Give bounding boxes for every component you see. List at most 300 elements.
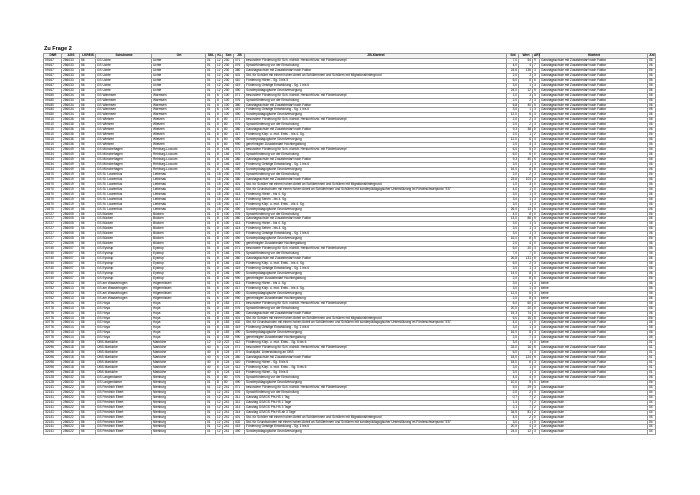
cell-kl: 12 bbox=[217, 67, 221, 72]
cell-art: 3 bbox=[533, 93, 540, 98]
cell-anl: 06 bbox=[648, 326, 656, 331]
cell-lkreis: 56 bbox=[80, 371, 96, 376]
cell-sch: 100 bbox=[223, 98, 234, 103]
cell-anl: 06 bbox=[648, 222, 656, 227]
cell-skl: 01 bbox=[206, 266, 216, 271]
cell-schulname: OBS Marklohe bbox=[96, 361, 152, 366]
cell-schulname: GS Eystrup bbox=[96, 262, 152, 267]
cell-agsnr: 256036 bbox=[62, 118, 80, 123]
cell-agsnr: 256005 bbox=[62, 222, 80, 227]
cell-zb: 990 bbox=[234, 276, 245, 281]
cell-arttext: Ganztagsschule mit Zusatzbedarf nach Faktor bbox=[540, 321, 648, 326]
cell-std: 3,0 bbox=[507, 281, 519, 286]
cell-lkreis: 56 bbox=[80, 128, 96, 133]
cell-ort: Nienburg bbox=[152, 410, 206, 415]
cell-wert: 1 bbox=[519, 162, 533, 167]
cell-agsnr: 256033 bbox=[62, 83, 80, 88]
cell-ort: Nienburg bbox=[152, 420, 206, 425]
cell-art: 0 bbox=[533, 366, 540, 371]
cell-skl: 01 bbox=[206, 158, 216, 163]
cell-wert: 3 bbox=[519, 182, 533, 187]
cell-kl: 15 bbox=[217, 196, 221, 201]
cell-zbtext: Sonderpädagogische Grundversorgung bbox=[245, 271, 507, 276]
cell-zbtext: Sonderpädagogische Grundversorgung bbox=[245, 207, 507, 212]
cell-lkreis: 56 bbox=[80, 326, 96, 331]
cell-ort: Marklohe bbox=[152, 356, 206, 361]
cell-std: 2,0 bbox=[507, 133, 519, 138]
cell-zb: 990 bbox=[234, 336, 245, 341]
cell-schulname: GS Hoya bbox=[96, 331, 152, 336]
cell-dnr: 32141 bbox=[44, 420, 62, 425]
cell-lkreis: 56 bbox=[80, 212, 96, 217]
cell-sch: 100 bbox=[223, 113, 234, 118]
cell-wert: 6 bbox=[519, 138, 533, 143]
cell-lkreis: 56 bbox=[80, 162, 96, 167]
cell-ort: Eystrup bbox=[152, 262, 206, 267]
cell-agsnr: 256034 bbox=[62, 113, 80, 118]
cell-wert: 1 bbox=[519, 133, 533, 138]
cell-anl: 06 bbox=[648, 128, 656, 133]
cell-lkreis: 56 bbox=[80, 143, 96, 148]
cell-schulname: GS am Wasserbogen bbox=[96, 286, 152, 291]
cell-arttext: Ganztagsschule mit Zusatzbedarf nach Faktor bbox=[540, 98, 648, 103]
cell-schulname: GS Münchehagen bbox=[96, 158, 152, 163]
cell-schulname: GS Münchehagen bbox=[96, 162, 152, 167]
cell-sch: 153 bbox=[223, 316, 234, 321]
cell-arttext: Ganztagsschule mit Zusatzbedarf nach Faktor bbox=[540, 326, 648, 331]
cell-wert: 2 bbox=[519, 98, 533, 103]
cell-wert: 1 bbox=[519, 222, 533, 227]
cell-wert: 6 bbox=[519, 361, 533, 366]
cell-std: 2,0 bbox=[507, 172, 519, 177]
cell-dnr: 30752 bbox=[44, 281, 62, 286]
cell-schulname: GS Warmsen bbox=[96, 93, 152, 98]
cell-agsnr: 256018 bbox=[62, 371, 80, 376]
cell-arttext: Ganztagsschule bbox=[540, 395, 648, 400]
cell-dnr: 30727 bbox=[44, 242, 62, 247]
cell-std: 12,0 bbox=[507, 291, 519, 296]
cell-wert: 1 bbox=[519, 366, 533, 371]
cell-zb: 990 bbox=[234, 143, 245, 148]
cell-skl: 01 bbox=[206, 400, 216, 405]
cell-dnr: 09234 bbox=[44, 158, 62, 163]
cell-ort: Wietzen bbox=[152, 123, 206, 128]
cell-zb: 490 bbox=[234, 88, 245, 93]
cell-kl: 15 bbox=[217, 206, 221, 211]
cell-zb: 415 bbox=[234, 262, 245, 267]
cell-sch: 100 bbox=[223, 291, 234, 296]
cell-schulname: OBS Marklohe bbox=[96, 371, 152, 376]
cell-zbtext: Förderung Körp. u. mot. Entw. - Sg. 5 bis 6 bbox=[245, 341, 507, 346]
cell-std: 1,0 bbox=[507, 93, 519, 98]
cell-lkreis: 56 bbox=[80, 227, 96, 232]
cell-zb: 402 bbox=[234, 420, 245, 425]
cell-agsnr: 256036 bbox=[62, 143, 80, 148]
cell-agsnr: 256018 bbox=[62, 356, 80, 361]
cell-dnr: 09210 bbox=[44, 138, 62, 143]
cell-skl: 01 bbox=[206, 123, 216, 128]
cell-skl: 01 bbox=[206, 227, 216, 232]
cell-skl: 01 bbox=[206, 172, 216, 177]
cell-std: 4,0 bbox=[507, 212, 519, 217]
cell-skl: 12 bbox=[206, 341, 216, 346]
cell-wert: 1 bbox=[519, 187, 533, 192]
cell-std: 3,0 bbox=[507, 286, 519, 291]
cell-kl: 6 bbox=[216, 98, 223, 103]
cell-dnr: 32096 bbox=[44, 341, 62, 346]
cell-skl: 01 bbox=[206, 380, 216, 385]
cell-lkreis: 56 bbox=[80, 306, 96, 311]
cell-zb: 380 bbox=[234, 103, 245, 108]
cell-dnr: 09210 bbox=[44, 123, 62, 128]
cell-agsnr: 256019 bbox=[62, 177, 80, 182]
cell-dnr: 09167 bbox=[44, 58, 62, 63]
cell-zb: 410 bbox=[234, 78, 245, 83]
cell-lkreis: 56 bbox=[80, 252, 96, 257]
cell-art: 3 bbox=[533, 247, 540, 252]
cell-art: 3 bbox=[533, 202, 540, 207]
cell-lkreis: 56 bbox=[80, 311, 96, 316]
cell-agsnr: 256019 bbox=[62, 207, 80, 212]
cell-lkreis: 56 bbox=[80, 361, 96, 366]
cell-lkreis: 56 bbox=[80, 242, 96, 247]
cell-agsnr: 256034 bbox=[62, 93, 80, 98]
cell-schulname: GS Wietzen bbox=[96, 123, 152, 128]
cell-ort: Liebenau bbox=[152, 202, 206, 207]
cell-anl: 06 bbox=[648, 296, 656, 301]
cell-lkreis: 56 bbox=[80, 276, 96, 281]
cell-ort: Liebenau bbox=[152, 197, 206, 202]
cell-sch: 241 bbox=[223, 385, 234, 390]
cell-anl: 06 bbox=[648, 167, 656, 172]
cell-anl: 06 bbox=[648, 237, 656, 242]
column-header-agsnr: AGS bbox=[62, 54, 80, 59]
cell-arttext: Ganztagsschule mit Zusatzbedarf nach Faktor bbox=[540, 197, 648, 202]
cell-art: 0 bbox=[533, 306, 540, 311]
cell-art: 0 bbox=[533, 187, 540, 192]
cell-schulname: GS Hoya bbox=[96, 301, 152, 306]
cell-wert: 1 bbox=[519, 108, 533, 113]
cell-agsnr: 256013 bbox=[62, 296, 80, 301]
cell-std: 34,6 bbox=[507, 410, 519, 415]
cell-lkreis: 56 bbox=[80, 58, 96, 63]
cell-lkreis: 56 bbox=[80, 420, 96, 425]
cell-lkreis: 56 bbox=[80, 78, 96, 83]
cell-lkreis: 56 bbox=[80, 316, 96, 321]
cell-anl: 04 bbox=[648, 385, 656, 390]
cell-schulname: GS Bücken bbox=[96, 237, 152, 242]
cell-kl: 6 bbox=[216, 371, 223, 376]
cell-dnr: 32128 bbox=[44, 380, 62, 385]
cell-sch: 124 bbox=[223, 366, 234, 371]
cell-zb: 490 bbox=[234, 291, 245, 296]
cell-anl: 01 bbox=[648, 356, 656, 361]
cell-skl: 01 bbox=[206, 276, 216, 281]
cell-kl: 8 bbox=[216, 266, 223, 271]
cell-kl: 6 bbox=[216, 118, 223, 123]
cell-ort: Hilgermissen bbox=[152, 296, 206, 301]
cell-art: 5 bbox=[533, 316, 540, 321]
cell-kl: 6 bbox=[216, 361, 223, 366]
cell-arttext: keine bbox=[540, 380, 648, 385]
cell-kl: 10 bbox=[217, 340, 221, 345]
cell-dnr: 09234 bbox=[44, 167, 62, 172]
cell-sch: 230 bbox=[223, 192, 234, 197]
cell-agsnr: 256019 bbox=[62, 197, 80, 202]
cell-kl: 15 bbox=[217, 176, 221, 181]
cell-art: 0 bbox=[533, 341, 540, 346]
cell-wert: 6 bbox=[519, 153, 533, 158]
cell-agsnr: 256007 bbox=[62, 257, 80, 262]
cell-std: 1,4 bbox=[507, 400, 519, 405]
cell-skl: 01 bbox=[206, 177, 216, 182]
cell-zb: 414 bbox=[234, 197, 245, 202]
cell-kl: 8 bbox=[216, 336, 223, 341]
cell-dnr: 24570 bbox=[44, 182, 62, 187]
column-header-ort: Ort bbox=[152, 54, 206, 59]
cell-sch: 241 bbox=[223, 430, 234, 435]
cell-skl: 01 bbox=[206, 237, 216, 242]
data-table bbox=[43, 53, 656, 435]
cell-agsnr: 256018 bbox=[62, 351, 80, 356]
cell-ort: Hoya bbox=[152, 301, 206, 306]
cell-sch: 146 bbox=[223, 266, 234, 271]
cell-skl: 01 bbox=[206, 98, 216, 103]
cell-agsnr: 256034 bbox=[62, 108, 80, 113]
column-header-art: ART bbox=[534, 53, 541, 57]
cell-anl: 01 bbox=[648, 361, 656, 366]
cell-agsnr: 256018 bbox=[62, 366, 80, 371]
cell-art: 5 bbox=[533, 356, 540, 361]
cell-sch: 230 bbox=[223, 202, 234, 207]
cell-zbtext: Sprachförderung vor der Einschulung bbox=[245, 153, 507, 158]
cell-sch: 100 bbox=[223, 212, 234, 217]
cell-zbtext: Std. für Schüler mit einem hohen Anteil an Schülerinnen und Schülern mit Migrationshintergrund bbox=[245, 73, 507, 78]
cell-zb: 076 bbox=[234, 375, 245, 380]
cell-ort: Liebenau bbox=[152, 207, 206, 212]
cell-schulname: GS St. Laurentius bbox=[96, 182, 152, 187]
cell-zbtext: Std. für Grundschulen mit einem hohen Anteil an Schülerinnen und Schülern mit sonderpädagogischer Unterstützung im Förderschwerpunkt "ES" bbox=[245, 321, 507, 326]
cell-schulname: GS Wietzen bbox=[96, 128, 152, 133]
cell-std: 2,0 bbox=[507, 73, 519, 78]
cell-sch: 124 bbox=[223, 346, 234, 351]
cell-std: 6,0 bbox=[507, 247, 519, 252]
cell-arttext: Ganztagsschule mit Zusatzbedarf nach Faktor bbox=[540, 346, 648, 351]
cell-dnr: 30776 bbox=[44, 311, 62, 316]
cell-art: 3 bbox=[533, 326, 540, 331]
cell-agsnr: 256022 bbox=[62, 385, 80, 390]
cell-sch: 80 bbox=[223, 375, 234, 380]
cell-agsnr: 256049 bbox=[62, 148, 80, 153]
cell-zbtext: besondere Förderung für Sch. nichtdt. Herkunft bzw. mit Förderkonzept bbox=[245, 118, 507, 123]
cell-schulname: GS Eystrup bbox=[96, 247, 152, 252]
cell-sch: 124 bbox=[223, 356, 234, 361]
cell-ort: Wietzen bbox=[152, 133, 206, 138]
cell-kl: 8 bbox=[216, 331, 223, 336]
cell-skl: 01 bbox=[206, 128, 216, 133]
cell-sch: 146 bbox=[223, 276, 234, 281]
cell-art: 3 bbox=[533, 123, 540, 128]
cell-wert: 1 bbox=[519, 266, 533, 271]
cell-anl: 06 bbox=[648, 380, 656, 385]
cell-anl: 06 bbox=[648, 108, 656, 113]
cell-schulname: OBS Marklohe bbox=[96, 366, 152, 371]
cell-sch: 100 bbox=[223, 237, 234, 242]
cell-arttext: Ganztagsschule mit Zusatzbedarf nach Faktor bbox=[540, 271, 648, 276]
cell-ort: Bücken bbox=[152, 242, 206, 247]
cell-zbtext: Ganztagsschule mit Zusatzbedarf nach Faktor bbox=[245, 177, 507, 182]
column-header-dnr: DNR bbox=[44, 54, 62, 59]
cell-agsnr: 256022 bbox=[62, 425, 80, 430]
cell-sch: 146 bbox=[223, 257, 234, 262]
cell-skl: 01 bbox=[206, 252, 216, 257]
cell-kl: 6 bbox=[216, 356, 223, 361]
cell-std: 3,0 bbox=[507, 366, 519, 371]
cell-kl: 8 bbox=[216, 262, 223, 267]
cell-skl: 01 bbox=[206, 217, 216, 222]
cell-zb: 076 bbox=[234, 123, 245, 128]
cell-wert: 8 bbox=[519, 276, 533, 281]
cell-ort: Uchte bbox=[152, 78, 206, 83]
cell-art: 3 bbox=[533, 192, 540, 197]
cell-schulname: GS Warmsen bbox=[96, 98, 152, 103]
cell-ort: Rehburg-Loccum bbox=[152, 148, 206, 153]
cell-anl: 04 bbox=[648, 400, 656, 405]
cell-kl: 12 bbox=[217, 389, 221, 394]
cell-anl: 04 bbox=[648, 390, 656, 395]
cell-ort: Eystrup bbox=[152, 271, 206, 276]
cell-arttext: Ganztagsschule mit Zusatzbedarf nach Faktor bbox=[540, 138, 648, 143]
cell-zbtext: Förderung Sehen - bis 4. Sg. bbox=[245, 197, 507, 202]
cell-dnr: 30752 bbox=[44, 296, 62, 301]
cell-schulname: GS Hoya bbox=[96, 316, 152, 321]
cell-zbtext: Förderung Körp. u. mot. Entw. - bis 4. Sg. bbox=[245, 133, 507, 138]
cell-skl: 01 bbox=[206, 316, 216, 321]
cell-zb: 071 bbox=[234, 247, 245, 252]
cell-arttext: Ganztagsschule mit Zusatzbedarf nach Faktor bbox=[540, 73, 648, 78]
cell-sch: 230 bbox=[223, 73, 234, 78]
cell-lkreis: 56 bbox=[80, 410, 96, 415]
cell-agsnr: 256018 bbox=[62, 361, 80, 366]
cell-zb: 419 bbox=[234, 108, 245, 113]
cell-zb: 419 bbox=[234, 425, 245, 430]
cell-skl: 01 bbox=[206, 430, 216, 435]
cell-ort: Nienburg bbox=[152, 425, 206, 430]
cell-skl: 01 bbox=[206, 395, 216, 400]
cell-std: 6,0 bbox=[507, 262, 519, 267]
cell-sch: 230 bbox=[223, 207, 234, 212]
cell-wert: 20 bbox=[519, 306, 533, 311]
cell-skl: 01 bbox=[206, 410, 216, 415]
cell-zbtext: genehmigter Zusatzbedarf Hochbegabung bbox=[245, 336, 507, 341]
cell-std: 15,3 bbox=[507, 311, 519, 316]
cell-dnr: 09167 bbox=[44, 63, 62, 68]
cell-anl: 06 bbox=[648, 217, 656, 222]
cell-anl: 06 bbox=[648, 212, 656, 217]
cell-ort: Warmsen bbox=[152, 113, 206, 118]
cell-sch: 230 bbox=[223, 68, 234, 73]
cell-dnr: 09210 bbox=[44, 128, 62, 133]
cell-zbtext: Ganztagsschule mit Zusatzbedarf nach Faktor bbox=[245, 103, 507, 108]
cell-anl: 06 bbox=[648, 257, 656, 262]
cell-zb: 401 bbox=[234, 182, 245, 187]
cell-skl: 01 bbox=[206, 306, 216, 311]
cell-arttext: Ganztagsschule mit Zusatzbedarf nach Faktor bbox=[540, 63, 648, 68]
cell-dnr: 30776 bbox=[44, 316, 62, 321]
cell-agsnr: 256022 bbox=[62, 430, 80, 435]
cell-kl: 8 bbox=[216, 276, 223, 281]
cell-zb: 417 bbox=[234, 202, 245, 207]
cell-anl: 06 bbox=[648, 68, 656, 73]
cell-anl: 06 bbox=[648, 276, 656, 281]
cell-wert: 3 bbox=[519, 73, 533, 78]
cell-skl: 01 bbox=[206, 331, 216, 336]
cell-zbtext: genehmigter Zusatzbedarf Hochbegabung bbox=[245, 276, 507, 281]
cell-arttext: Ganztagsschule mit Zusatzbedarf nach Faktor bbox=[540, 331, 648, 336]
cell-art: 6 bbox=[533, 78, 540, 83]
cell-sch: 100 bbox=[223, 93, 234, 98]
cell-anl: 06 bbox=[648, 83, 656, 88]
cell-wert: 8 bbox=[519, 271, 533, 276]
cell-dnr: 32141 bbox=[44, 405, 62, 410]
cell-zb: 071 bbox=[234, 118, 245, 123]
cell-zbtext: Förderung Sehen - bis 4. Sg. bbox=[245, 227, 507, 232]
cell-art: 5 bbox=[533, 257, 540, 262]
cell-wert: 2 bbox=[519, 172, 533, 177]
cell-kl: 15 bbox=[217, 191, 221, 196]
cell-ort: Uchte bbox=[152, 63, 206, 68]
cell-dnr: 24570 bbox=[44, 202, 62, 207]
cell-dnr: 32141 bbox=[44, 390, 62, 395]
cell-skl: 01 bbox=[206, 148, 216, 153]
cell-zbtext: Sonderpädagogische Grundversorgung bbox=[245, 138, 507, 143]
cell-zb: 412 bbox=[234, 341, 245, 346]
cell-anl: 06 bbox=[648, 148, 656, 153]
cell-skl: 01 bbox=[206, 405, 216, 410]
cell-kl: 6 bbox=[216, 113, 223, 118]
cell-lkreis: 56 bbox=[80, 341, 96, 346]
cell-anl: 06 bbox=[648, 207, 656, 212]
cell-zbtext: genehmigter Zusatzbedarf Hochbegabung bbox=[245, 242, 507, 247]
cell-art: 0 bbox=[533, 148, 540, 153]
cell-kl: 8 bbox=[216, 316, 223, 321]
cell-anl: 06 bbox=[648, 336, 656, 341]
cell-zbtext: Ganztagsschule mit Zusatzbedarf nach Faktor bbox=[245, 257, 507, 262]
cell-zbtext: Förderung Hören - Sg. 5 bis 6 bbox=[245, 361, 507, 366]
cell-arttext: Ganztagsschule mit Zusatzbedarf nach Faktor bbox=[540, 108, 648, 113]
cell-zb: 071 bbox=[234, 301, 245, 306]
cell-schulname: GS Hoya bbox=[96, 326, 152, 331]
cell-agsnr: 256014 bbox=[62, 301, 80, 306]
cell-lkreis: 56 bbox=[80, 351, 96, 356]
cell-anl: 06 bbox=[648, 252, 656, 257]
cell-agsnr: 256007 bbox=[62, 262, 80, 267]
cell-std: 2,0 bbox=[507, 390, 519, 395]
cell-lkreis: 56 bbox=[80, 266, 96, 271]
cell-wert: 1 bbox=[519, 420, 533, 425]
cell-std: 16,0 bbox=[507, 167, 519, 172]
cell-zbtext: Förderung Geistige Entwicklung - Sg. 1 bis 6 bbox=[245, 425, 507, 430]
cell-skl: 01 bbox=[206, 118, 216, 123]
cell-zb: 412 bbox=[234, 366, 245, 371]
cell-skl: 01 bbox=[206, 321, 216, 326]
cell-std: 9,3 bbox=[507, 158, 519, 163]
cell-agsnr: 256033 bbox=[62, 68, 80, 73]
cell-art: 3 bbox=[533, 371, 540, 376]
cell-zbtext: Förderung Körp. u. mot. Entw. - Sg. 5 bis 6 bbox=[245, 366, 507, 371]
cell-wert: 60 bbox=[519, 301, 533, 306]
cell-zb: 419 bbox=[234, 83, 245, 88]
